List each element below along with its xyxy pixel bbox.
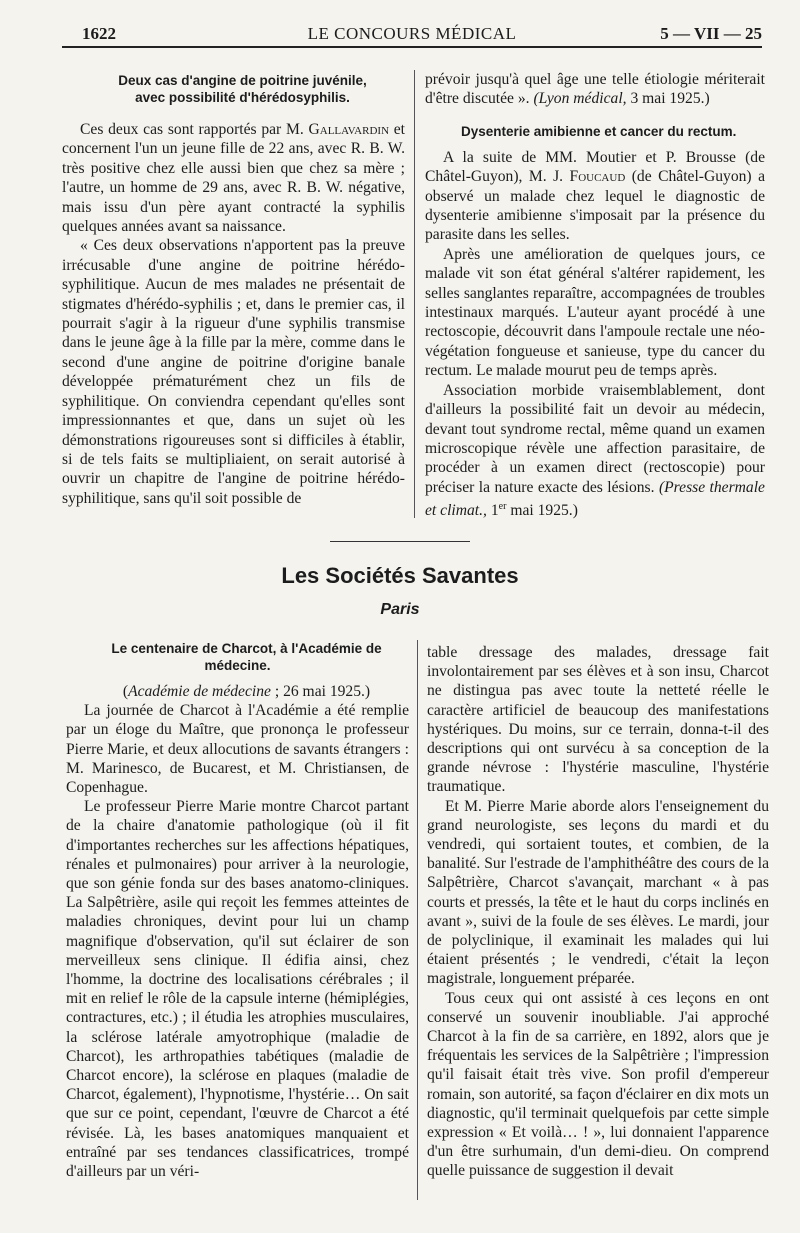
article2-paragraph-1: A la suite de MM. Moutier et P. Brousse (de Châtel-Guyon), M. J. Foucaud (de Châtel-Guyon) a observé un malade chez lequel le diagnostic de dysenterie amibienne s'imposait par la présence du parasite dans les selles.	[425, 148, 765, 244]
article3-paragraph-3: Et M. Pierre Marie aborde alors l'enseignement du grand neurologiste, ses leçons du mardi et du vendredi, qui sortaient toutes, et combien, de la banalité. Sur l'estrade de l'amphithéâtre des cours de la Salpêtrière, Charcot s'avançait, marchant « à pas courts et pressés, la tête et le haut du corps inclinés en avant », suivi de la foule de ses élèves. Le mardi, jour de polyclinique, il examinait les malades qui lui étaient présentés ; le vendredi, c'était la leçon magistrale, longuement préparée.	[427, 797, 769, 988]
page-header	[62, 20, 762, 48]
article3-continuation: table dressage des malades, dressage fait involontairement par ses élèves et à son insu, Charcot ne distingua pas avec toute la netteté réelle le caractère artificiel de beaucoup des manifestations hystériques. Du moins, sur ce terrain, donna-t-il des descriptions qui ont survécu à sa conception de la grande névrose : l'hystérie masculine, l'hystérie traumatique.	[427, 644, 769, 796]
column-divider-bottom	[417, 640, 418, 1200]
article1-paragraph-2: « Ces deux observations n'apportent pas la preuve irrécusable d'une angine de poitrine hérédo-syphilitique. Aucun de mes malades ne présentait de stigmates d'hérédo-syphilis ; et, dans le premier cas, il pourrait s'agir à la rigueur d'une syphilis transmise dans le jeune âge à la fille par la mère, comme dans le second d'une angine de poitrine d'origine banale développée prématurément chez un fils de syphilitique. On conviendra cependant qu'elles sont impressionnantes et que, dans un sujet où les démonstrations rigoureuses sont si difficiles à établir, si de tels faits se multipliaient, on serait autorisé à ouvrir un chapitre de l'angine de poitrine hérédo-syphilitique, sans qu'il soit possible de	[62, 237, 405, 507]
section-title: Les Sociétés Savantes	[281, 563, 519, 588]
article3-paragraph-2: Le professeur Pierre Marie montre Charcot partant de la chaire d'anatomie pathologique (où il fit d'importantes recherches sur les affections hépatiques, rénales et pulmonaires) pour arriver à la neurologie, que son génie fonda sur des bases anatomo-cliniques. La Salpêtrière, asile qui reçoit les femmes atteintes de maladies chroniques, devint pour lui un champ magnifique d'observation, qu'il sut éclairer de son merveilleux sens clinique. Il édifia ainsi, chez l'homme, la doctrine des localisations cérébrales ; il mit en relief le rôle de la capsule interne (hémiplégies, contractures, etc.) ; il étudia les atrophies musculaires, la sclérose latérale amyotrophique (maladie de Charcot), les arthropathies tabétiques (maladie de Charcot encore), la sclérose en plaques (maladie de Charcot, également), l'hypnotisme, l'hystérie… On sait que sur ce point, cependant, l'œuvre de Charcot a été révisée. Là, les bases anatomiques manquaient et entraîné par ses tendances classificatrices, trompé d'ailleurs par un véri-	[66, 798, 409, 1181]
article2-title: Dysenterie amibienne et cancer du rectum.	[461, 123, 737, 139]
author-name: Foucaud	[569, 168, 626, 186]
article2-paragraph-2: Après une amélioration de quelques jours, ce malade vit son état général s'altérer rapidement, les selles sanglantes reparaître, accompagnées de troubles intestinaux marqués. L'auteur ayant procédé à une rectoscopie, découvrit dans l'ampoule rectale une néo-végétation fongueuse et sanieuse, type du cancer du rectum. Le malade mourut peu de temps après.	[425, 245, 765, 380]
bottom-right-column	[427, 643, 769, 1181]
article3-paragraph-4: Tous ceux qui ont assisté à ces leçons en ont conservé un souvenir inoubliable. J'ai approché Charcot à la fin de sa carrière, en 1892, alors que je fréquentais les services de la Salpêtrière ; l'impression qu'il faisait était très vive. Son profil d'empereur romain, son autorité, sa façon d'éclairer en dix mots un diagnostic, qu'il terminait quelquefois par cette simple expression « Et voilà… ! », lui donnaient l'apparence d'un être surhumain, d'un demi-dieu. On comprend quelle puissance de suggestion il devait	[427, 989, 769, 1180]
top-right-column	[425, 70, 765, 521]
article1-title-line1: Deux cas d'angine de poitrine juvénile,	[118, 73, 367, 88]
journal-title: LE CONCOURS MÉDICAL	[307, 24, 517, 43]
article2-paragraph-3: Association morbide vraisemblablement, dont d'ailleurs la possibilité fait un devoir au médecin, devant tout syndrome rectal, même quand un examen microscopique révèle une affection parasitaire, de procéder à un examen direct (rectoscopie) pour préciser la nature exacte des lésions. (Presse thermale et climat., 1er mai 1925.)	[425, 381, 765, 520]
article3-paragraph-1: La journée de Charcot à l'Académie a été remplie par un éloge du Maître, que prononça le professeur Pierre Marie, et deux allocutions de savants étrangers : M. Marinesco, de Bucarest, et M. Christiansen, de Copenhague.	[66, 702, 409, 797]
page-number: 1622	[82, 24, 116, 43]
section-divider	[330, 541, 470, 542]
article3-title: Le centenaire de Charcot, à l'Académie de médecine.	[111, 641, 382, 673]
section-subtitle: Paris	[380, 601, 420, 618]
article1-title-line2: avec possibilité d'hérédosyphilis.	[135, 90, 350, 105]
top-left-column	[62, 72, 405, 508]
article1-continuation: prévoir jusqu'à quel âge une telle étiologie mériterait d'être discutée ». (Lyon médical, 3 mai 1925.)	[425, 71, 765, 108]
article3-source: (Académie de médecine ; 26 mai 1925.)	[122, 683, 371, 700]
bottom-left-column	[66, 640, 409, 1181]
article1-paragraph-1: Ces deux cas sont rapportés par M. Gallavardin et concernent l'un un jeune fille de 22 ans, avec R. B. W. très positive chez elle aussi bien que chez sa mère ; l'autre, un homme de 29 ans, avec R. B. W. négative, mais issu d'un père ayant contracté la syphilis quelques années avant sa naissance.	[62, 121, 406, 236]
author-name: Gallavardin	[308, 121, 390, 138]
column-divider-top	[414, 70, 415, 518]
issue-date: 5 — VII — 25	[660, 24, 762, 43]
